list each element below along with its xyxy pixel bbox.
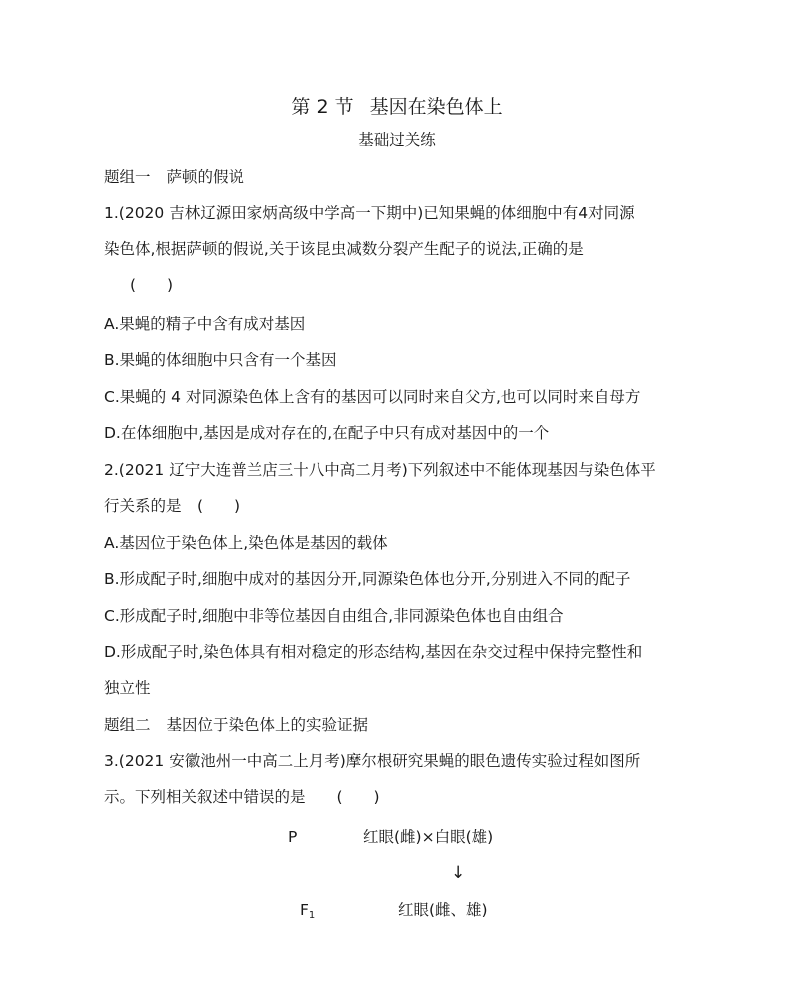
option-b: B.形成配子时,细胞中成对的基因分开,同源染色体也分开,分别进入不同的配子 (104, 570, 631, 588)
group-title: 基因位于染色体上的实验证据 (166, 716, 369, 734)
question-2-line-2: 行关系的是 ( ) (104, 497, 241, 515)
option-b: B.果蝇的体细胞中只含有一个基因 (104, 351, 337, 369)
f1-letter: F (300, 901, 309, 919)
option-a: A.果蝇的精子中含有成对基因 (104, 315, 306, 333)
group-label: 题组二 (104, 716, 151, 734)
option-c: C.果蝇的 4 对同源染色体上含有的基因可以同时来自父方,也可以同时来自母方 (104, 388, 641, 406)
option-d: D.在体细胞中,基因是成对存在的,在配子中只有成对基因中的一个 (104, 424, 550, 442)
group-heading-1 (104, 166, 704, 188)
f1-subscript: 1 (308, 910, 316, 921)
group-label: 题组一 (104, 168, 151, 186)
section-title (0, 94, 794, 120)
section-name: 基因在染色体上 (369, 96, 503, 118)
question-1-line-2: 染色体,根据萨顿的假说,关于该昆虫减数分裂产生配子的说法,正确的是 (104, 240, 584, 258)
f1-generation-result: 红眼(雌、雄) (398, 901, 488, 919)
group-heading-2 (104, 714, 704, 736)
option-c: C.形成配子时,细胞中非等位基因自由组合,非同源染色体也自由组合 (104, 607, 564, 625)
down-arrow-icon: ↓ (451, 863, 466, 883)
p-generation-cross: 红眼(雌)×白眼(雄) (363, 828, 494, 846)
group-title: 萨顿的假说 (166, 168, 245, 186)
question-1-line-1: 1.(2020 吉林辽源田家炳高级中学高一下期中)已知果蝇的体细胞中有4对同源 (104, 204, 635, 222)
option-d-line-1: D.形成配子时,染色体具有相对稳定的形态结构,基因在杂交过程中保持完整性和 (104, 643, 643, 661)
question-2-line-1: 2.(2021 辽宁大连普兰店三十八中高二月考)下列叙述中不能体现基因与染色体平 (104, 461, 656, 479)
p-generation-label: P (288, 828, 298, 846)
option-a: A.基因位于染色体上,染色体是基因的载体 (104, 534, 388, 552)
question-3-line-1: 3.(2021 安徽池州一中高二上月考)摩尔根研究果蝇的眼色遗传实验过程如图所 (104, 752, 641, 770)
section-subtitle: 基础过关练 (358, 131, 436, 149)
option-d-line-2: 独立性 (104, 679, 151, 697)
question-3-line-2: 示。下列相关叙述中错误的是 ( ) (104, 788, 380, 806)
section-number: 第 2 节 (291, 96, 354, 118)
f1-generation-label (300, 899, 315, 927)
answer-blank: ( ) (130, 276, 174, 294)
